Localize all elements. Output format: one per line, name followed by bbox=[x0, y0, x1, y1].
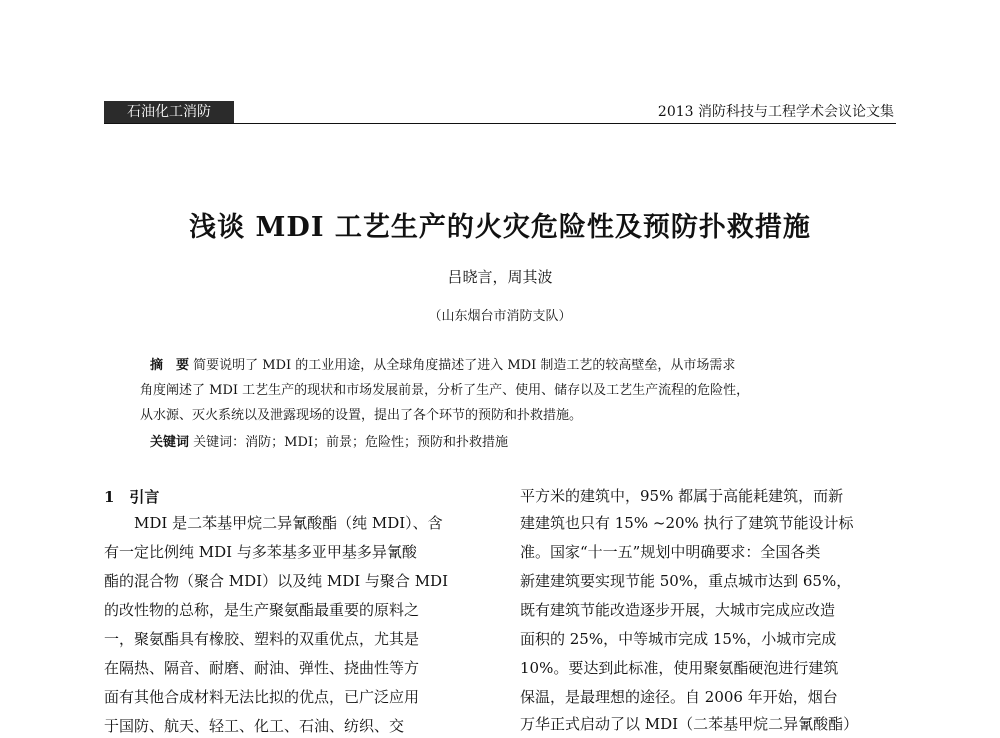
body-right-line: 新建建筑要实现节能 50%，重点城市达到 65%， bbox=[520, 572, 852, 590]
body-left-line: MDI 是二苯基甲烷二异氰酸酯（纯 MDI）、含 bbox=[134, 514, 443, 532]
proceedings-title: 2013 消防科技与工程学术会议论文集 bbox=[657, 104, 894, 120]
abstract-line-2: 角度阐述了 MDI 工艺生产的现状和市场发展前景，分析了生产、使用、储存以及工艺生产流程的危险性， bbox=[140, 383, 750, 398]
section-tag: 石油化工消防 bbox=[104, 101, 234, 123]
keywords-label: 关键词 bbox=[150, 435, 190, 450]
body-right-line: 准。国家“十一五”规划中明确要求：全国各类 bbox=[520, 543, 821, 561]
abstract-label: 摘 要 bbox=[150, 358, 190, 373]
abstract-line-3: 从水源、灭火系统以及泄露现场的设置，提出了各个环节的预防和扑救措施。 bbox=[140, 408, 583, 423]
paper-title: 浅谈 MDI 工艺生产的火灾危险性及预防扑救措施 bbox=[189, 212, 811, 243]
body-left-line: 有一定比例纯 MDI 与多苯基多亚甲基多异氰酸 bbox=[104, 543, 417, 561]
body-left-line: 于国防、航天、轻工、化工、石油、纺织、交 bbox=[104, 717, 405, 735]
body-left-line: 的改性物的总称，是生产聚氨酯最重要的原料之 bbox=[104, 601, 420, 619]
abstract-line-1 bbox=[150, 355, 880, 376]
body-right-line: 万华正式启动了以 MDI（二苯基甲烷二异氰酸酯） bbox=[520, 715, 859, 733]
body-right-line: 保温，是最理想的途径。自 2006 年开始，烟台 bbox=[520, 688, 838, 706]
keywords-text: 关键词：消防；MDI；前景；危险性；预防和扑救措施 bbox=[193, 435, 509, 450]
body-right-line: 建建筑也只有 15% ~20% 执行了建筑节能设计标 bbox=[520, 514, 854, 532]
body-left-line: 在隔热、隔音、耐磨、耐油、弹性、挠曲性等方 bbox=[104, 659, 420, 677]
header-rule bbox=[104, 123, 896, 124]
body-right-line: 既有建筑节能改造逐步开展，大城市完成应改造 bbox=[520, 601, 836, 619]
section-heading: 1 引言 bbox=[104, 488, 160, 506]
body-left-line: 酯的混合物（聚合 MDI）以及纯 MDI 与聚合 MDI bbox=[104, 572, 449, 590]
paper-affiliation: （山东烟台市消防支队） bbox=[428, 309, 572, 324]
abstract-text: 简要说明了 MDI 的工业用途，从全球角度描述了进入 MDI 制造工艺的较高壁垒，从市场需求 bbox=[193, 358, 736, 373]
body-left-line: 一，聚氨酯具有橡胶、塑料的双重优点，尤其是 bbox=[104, 630, 420, 648]
body-right-line: 面积的 25%，中等城市完成 15%，小城市完成 bbox=[520, 630, 837, 648]
keywords-line bbox=[150, 432, 880, 453]
body-left-line: 面有其他合成材料无法比拟的优点，已广泛应用 bbox=[104, 688, 420, 706]
body-right-line: 平方米的建筑中，95% 都属于高能耗建筑，而新 bbox=[520, 487, 844, 505]
paper-authors: 吕晓言，周其波 bbox=[447, 268, 553, 286]
body-right-line: 10%。要达到此标准，使用聚氨酯硬泡进行建筑 bbox=[520, 659, 839, 677]
